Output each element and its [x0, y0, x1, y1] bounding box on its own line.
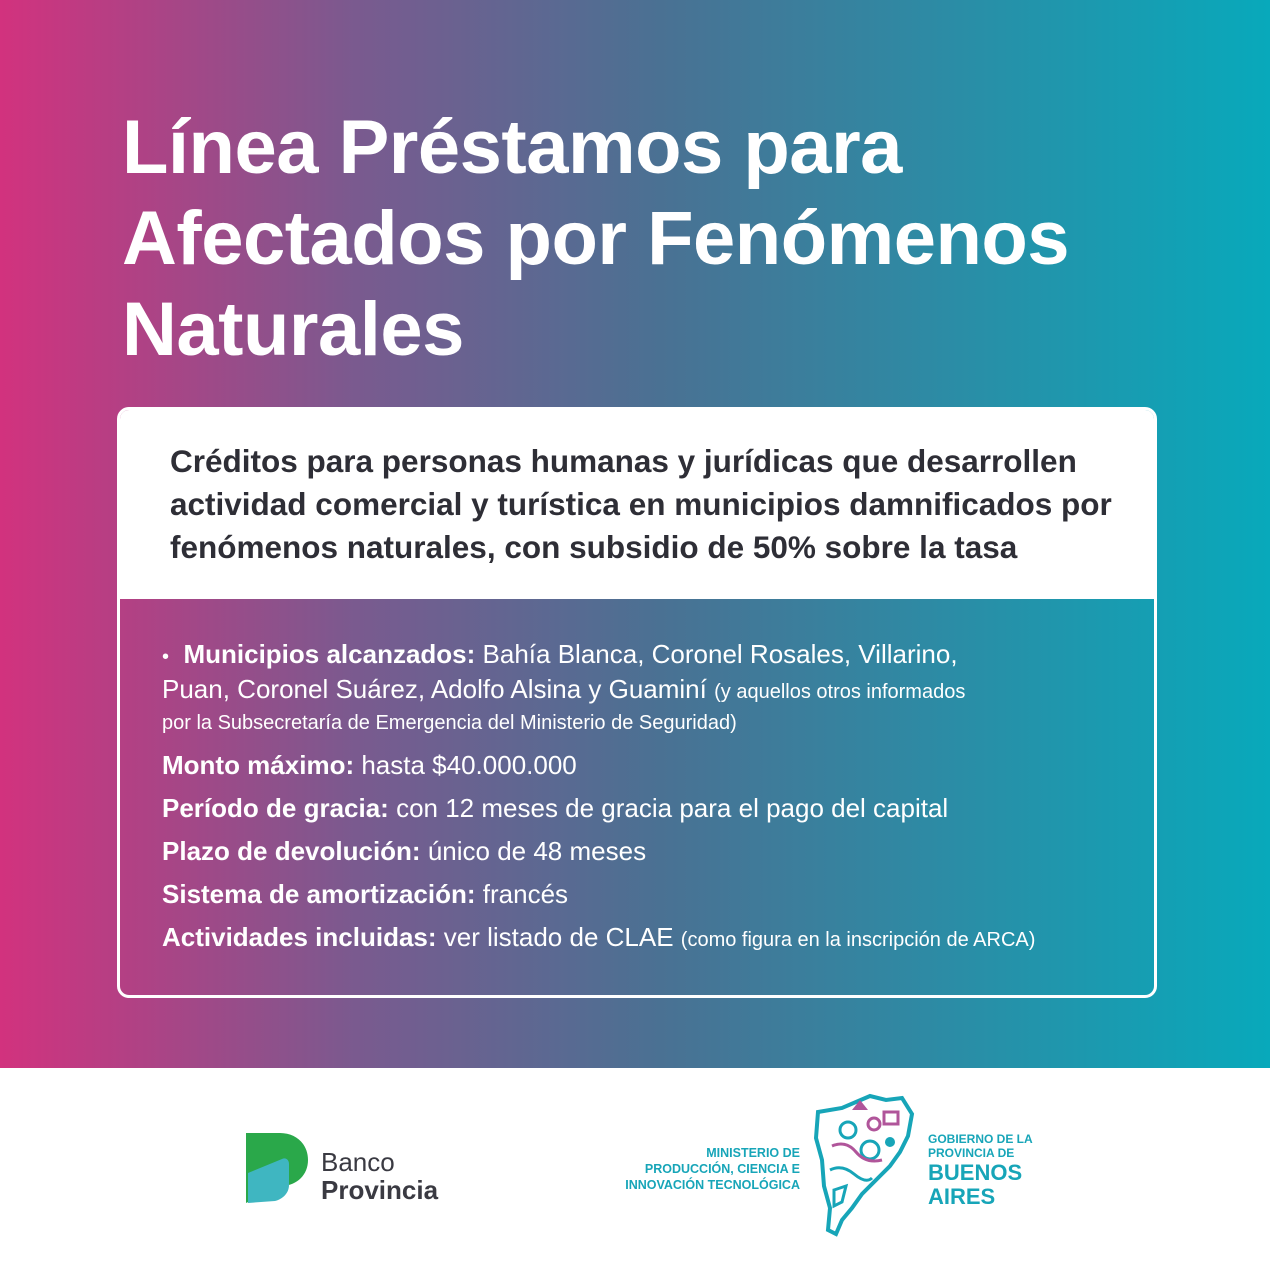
- card-lead: [170, 440, 1140, 569]
- gobierno-line-1: GOBIERNO DE LA: [928, 1132, 1033, 1146]
- details-list: [162, 638, 1132, 956]
- actividades-value: ver listado de CLAE: [443, 922, 674, 952]
- gobierno-line-2: PROVINCIA DE: [928, 1146, 1015, 1160]
- sistema-label: Sistema de amortización:: [162, 879, 476, 909]
- actividades-label: Actividades incluidas:: [162, 922, 437, 952]
- detail-plazo: [162, 835, 1132, 867]
- title-line-1: Línea Préstamos para: [122, 105, 902, 190]
- detail-monto: [162, 749, 1132, 781]
- detail-actividades: [162, 921, 1132, 956]
- info-card: [117, 407, 1157, 998]
- ministry-line-1: MINISTERIO DE: [706, 1146, 800, 1160]
- banco-provincia-logo-icon: [246, 1133, 308, 1203]
- municipios-line-2: [162, 673, 1132, 708]
- municipios-note-1: (y aquellos otros informados: [714, 681, 966, 703]
- page-title: [122, 102, 1202, 375]
- buenos-aires-map-icon: [812, 1090, 916, 1240]
- plazo-value: único de 48 meses: [427, 836, 647, 866]
- municipios-value-2: Puan, Coronel Suárez, Adolfo Alsina y Guaminí: [162, 674, 707, 704]
- detail-sistema: [162, 878, 1132, 910]
- actividades-note: (como figura en la inscripción de ARCA): [680, 929, 1036, 951]
- bank-name-line-1: Banco: [321, 1147, 395, 1177]
- ministry-line-3: INNOVACIÓN TECNOLÓGICA: [625, 1178, 800, 1192]
- municipios-line-1: [162, 638, 1132, 673]
- sistema-value: francés: [482, 879, 569, 909]
- banco-provincia-wordmark: [321, 1148, 438, 1204]
- municipios-label: Municipios alcanzados:: [183, 639, 476, 669]
- plazo-label: Plazo de devolución:: [162, 836, 421, 866]
- detail-municipios: [162, 638, 1132, 738]
- lead-line-1: Créditos para personas humanas y jurídicas que desarrollen: [170, 443, 1077, 479]
- gobierno-line-4: AIRES: [928, 1184, 996, 1209]
- title-line-2: Afectados por Fenómenos: [122, 196, 1070, 281]
- card-header: [120, 410, 1154, 599]
- gracia-label: Período de gracia:: [162, 793, 389, 823]
- ministry-line-2: PRODUCCIÓN, CIENCIA E: [644, 1162, 800, 1176]
- lead-line-2: actividad comercial y turística en municipios damnificados por: [170, 486, 1112, 522]
- monto-value: hasta $40.000.000: [361, 750, 577, 780]
- gobierno-buenos-aires-label: [928, 1132, 1033, 1208]
- municipios-value-1: Bahía Blanca, Coronel Rosales, Villarino,: [482, 639, 958, 669]
- lead-line-3: fenómenos naturales, con subsidio de 50% sobre la tasa: [170, 529, 1018, 565]
- bank-name-line-2: Provincia: [321, 1175, 439, 1205]
- detail-gracia: [162, 792, 1132, 824]
- title-line-3: Naturales: [122, 287, 464, 372]
- municipios-line-3: [162, 708, 1132, 738]
- gobierno-line-3: BUENOS: [928, 1160, 1023, 1185]
- card-details-panel: [120, 599, 1154, 998]
- bullet: •: [162, 646, 170, 668]
- monto-label: Monto máximo:: [162, 750, 355, 780]
- gracia-value: con 12 meses de gracia para el pago del capital: [396, 793, 949, 823]
- municipios-note-2: por la Subsecretaría de Emergencia del Ministerio de Seguridad): [162, 712, 737, 734]
- ministry-label: [610, 1145, 800, 1193]
